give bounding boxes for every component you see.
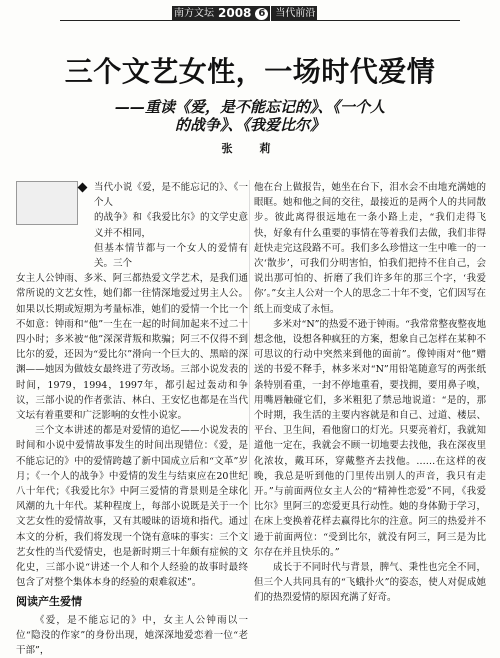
- abstract-text: 女主人公钟雨、多米、阿三都热爱文学艺术，是我们通常所说的文艺女性，她们都一往情深地爱过男主人公。如果以长期或短期为考量标准，她们的爱情一个比一个不如意：钟雨和“他”一生在一起的时间加起来不过二十四小时；多米被“他”深深背叛和欺骗；阿三不仅得不到比尔的爱，还因为“爱比尔”滑向一个巨大的、黑暗的深渊——她因为做妓女最终进了劳改场。三部小说发表的时间，1979，1994，1997年，都引起过轰动和争议，三部小说的作者张洁、林白、王安忆也都是在当代文坛有着重要和广泛影响的女性小说家。: [16, 273, 248, 422]
- issue-number: 6: [255, 8, 268, 20]
- magazine-name: 南方文坛: [174, 8, 214, 19]
- abstract-line: 当代小说《爱，是不能忘记的》、《一个人: [94, 182, 248, 209]
- article-subtitle-line2: 的战争》、《我爱比尔》: [174, 116, 325, 134]
- abstract-block: [16, 180, 248, 271]
- body-paragraph: 他在台上做报告，她坐在台下，泪水会不由地充满她的眼眶。她和他之间的交往，最接近的是两个人的共同散步。彼此离得很远地在一条小路上走，“我们走得飞快，好象有什么重要的事情在等着我们去做，我们非得赶快走完这段路不可。我们多么珍惜这一生中唯一的一次‘散步’，可我们分明害怕，怕我们把持不住自己，会说出那可怕的、折磨了我们许多年的那三个字，‘我爱你’。”女主人公对一个人的思念二十年不变，它们因写在纸上而变成了永恒。: [254, 182, 486, 315]
- body-paragraph: 成长于不同时代与背景，脾气、秉性也完全不同，但三个人共同具有的“飞蛾扑火”的姿态，使人对促成她们的热烈爱情的原因充满了好奇。: [254, 562, 486, 604]
- column-name: 当代前沿: [270, 6, 317, 21]
- header-banner: [172, 6, 317, 21]
- column-divider: [249, 180, 250, 540]
- article-title: 三个文艺女性，一场时代爱情: [64, 55, 436, 88]
- page-header: [0, 0, 500, 26]
- right-column: [254, 180, 486, 604]
- abstract-line: 但基本情节都与一个女人的爱情有关。三个: [94, 242, 248, 270]
- issue-year: 2008: [218, 6, 252, 20]
- intro-paragraph: 三个文本讲述的都是对爱情的追忆——小说发表的时间和小说中爱情故事发生的时间出现错位：《爱，是不能忘记的》中的爱情跨越了新中国成立后和“文革”岁月；《一个人的战争》中爱情的发生与结束应在20世纪八十年代；《我爱比尔》中阿三爱情的背景则是全球化风潮的九十年代。某种程度上，每部小说既是关于一个文艺女性的爱情故事，又有其暧昧的语境和指代。通过本文的分析，我们将发现一个饶有意味的事实：三个文艺女性的当代爱情史，也是新时期三十年颇有症候的文化史，三部小说“讲述一个人和个人经验的故事时最终包含了对整个集体本身的经验的艰难叙述”。: [16, 425, 248, 589]
- article-author: 张 莉: [221, 142, 279, 155]
- section-heading: 阅读产生爱情: [16, 595, 82, 609]
- abstract-line: 的战争》和《我爱比尔》的文学史意义并不相同，: [94, 212, 248, 239]
- body-paragraph: 《爱，是不能忘记的》中，女主人公钟雨以一位“隐没的作家”的身份出现，她深深地爱恋着一位“老干部”，: [16, 614, 248, 657]
- article-subtitle-line1: ——重读《爱，是不能忘记的》、《一个人: [114, 98, 385, 116]
- left-column: [16, 180, 248, 657]
- body-paragraph: 多米对“N”的热爱不逊于钟雨。“我常常整夜整夜地想念他，设想各种疯狂的方案，想象自己怎样在某种不可思议的行动中突然来到他的面前”。像钟雨对“他”赠送的书爱不释手，林多米对“N”用铅笔随意写的两张纸条特别看重，一封不停地重看，要找拥，要用鼻子嗅，用嘴唇触碰它们，多米粗犯了禁忌地说道：“是的，那个时期，我生活的主要内容就是和自己、过道、楼层、平台、卫生间，看他窗口的灯光。只要亮着灯，我就知道他一定在，我就会不顾一切地要去找他，我在深夜里化浓妆，戴耳环，穿戴整齐去找他。……在这样的夜晚，我总是听到他的门里传出别人的声音，我只有走开。”与前面两位女主人公的“精神性恋爱”不同，《我爱比尔》里阿三的恋爱更具行动性。她的身体勤于学习，在床上变换着花样去赢得比尔的注意。阿三的热爱并不逊于前面两位：“受到比尔，就没有阿三，阿三是为比尔存在并且快乐的。”: [254, 318, 486, 558]
